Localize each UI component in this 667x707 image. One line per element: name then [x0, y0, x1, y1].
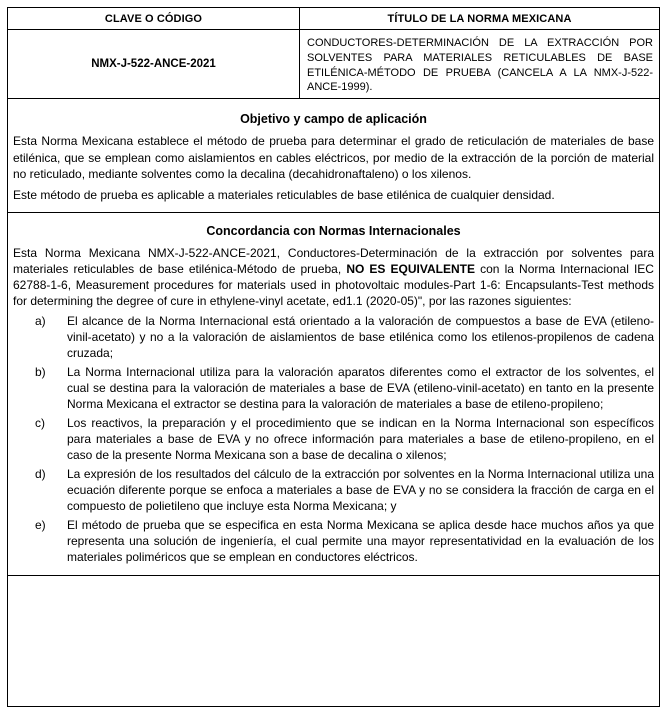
list-item-b: [13, 364, 654, 412]
concordancia-intro: [13, 245, 654, 309]
next-section-stub: [8, 576, 659, 616]
objetivo-paragraph-2: Este método de prueba es aplicable a materiales reticulables de base etilénica de cualquier densidad.: [13, 187, 555, 202]
header-cell-titulo: [300, 8, 659, 29]
intro-text-after: con la Norma Internacional IEC 62788-1-6, Measurement procedures for materials used in photovoltaic modules-Part 1-6: Encapsulants-Test methods for determining the degree of cure in ethylene-vinyl acetate, ed1.1 (2020-05)", por las razones siguientes:: [13, 262, 654, 308]
header-clave-label: CLAVE O CÓDIGO: [104, 12, 203, 25]
list-item-d: [13, 466, 654, 514]
norma-code: NMX-J-522-ANCE-2021: [91, 58, 216, 70]
section-concordancia: [8, 213, 659, 576]
norma-document-frame: [7, 7, 660, 707]
list-item-b-text: La Norma Internacional utiliza para la valoración aparatos diferentes como el extractor de los solventes, el cual se destina para la valoración de materiales a base de EVA (etileno-vinil-acetato) en tanto en la presente Norma Mexicana el extractor se destina para la valoración de materiales a base de etileno-propileno;: [67, 365, 654, 411]
list-item-a: [13, 313, 654, 361]
title-cell: [300, 30, 659, 98]
section-objetivo: [8, 99, 659, 213]
list-item-e: [13, 517, 654, 565]
list-item-b-marker: b): [35, 365, 46, 379]
intro-text-bold: NO ES EQUIVALENTE: [346, 262, 475, 276]
code-cell: [8, 30, 300, 98]
norma-title: CONDUCTORES-DETERMINACIÓN DE LA EXTRACCIÓN POR SOLVENTES PARA MATERIALES RETICULABLES DE BASE ETILÉNICA-MÉTODO DE PRUEBA (CANCELA A LA NMX-J-522-ANCE-1999).: [307, 37, 653, 94]
header-titulo-label: TÍTULO DE LA NORMA MEXICANA: [387, 12, 572, 25]
objetivo-heading: Objetivo y campo de aplicación: [240, 112, 427, 126]
reasons-list: [13, 313, 654, 565]
list-item-e-text: El método de prueba que se especifica en esta Norma Mexicana se aplica desde hace muchos años ya que representa una solución de ingeniería, el cual permite una mayor representatividad en la evaluación de los materiales poliméricos que se emplean en conductores eléctricos.: [67, 518, 654, 564]
list-item-c: [13, 415, 654, 463]
list-item-c-marker: c): [35, 416, 45, 430]
list-item-a-marker: a): [35, 314, 46, 328]
table-header-row: [8, 8, 659, 30]
list-item-e-marker: e): [35, 518, 46, 532]
list-item-a-text: El alcance de la Norma Internacional está orientado a la valoración de compuestos a base de EVA (etileno-vinil-acetato) y no a la valoración de aislamientos de base etilénica como los etilenos-propilenos de cadena cruzada;: [67, 314, 654, 360]
list-item-d-marker: d): [35, 467, 46, 481]
concordancia-heading: Concordancia con Normas Internacionales: [206, 224, 461, 238]
header-cell-clave: [8, 8, 300, 29]
intro-text-before: Esta Norma Mexicana NMX-J-522-ANCE-2021, Conductores-Determinación de la extracción por solventes para materiales reticulables de base etilénica-Método de prueba,: [13, 246, 654, 276]
objetivo-paragraph-1: Esta Norma Mexicana establece el método de prueba para determinar el grado de reticulación de materiales de base etilénica, que se emplean como aislamientos en cables eléctricos, por medio de la extracción de la porción de material no reticulado, mediante solventes como la decalina (decahidronaftaleno) o los xilenos.: [13, 134, 654, 181]
table-data-row: [8, 30, 659, 99]
list-item-d-text: La expresión de los resultados del cálculo de la extracción por solventes en la Norma Internacional utiliza una ecuación diferente porque se enfoca a materiales a base de EVA y no se considera la fracción de carga en el compuesto de polietileno que incluye esta Norma Mexicana; y: [67, 467, 654, 513]
list-item-c-text: Los reactivos, la preparación y el procedimiento que se indican en la Norma Internacional son específicos para materiales a base de EVA y no ofrece información para materiales a base de etileno-propileno, en el caso de la presente Norma Mexicana son a base de decalina o xilenos;: [67, 416, 654, 462]
